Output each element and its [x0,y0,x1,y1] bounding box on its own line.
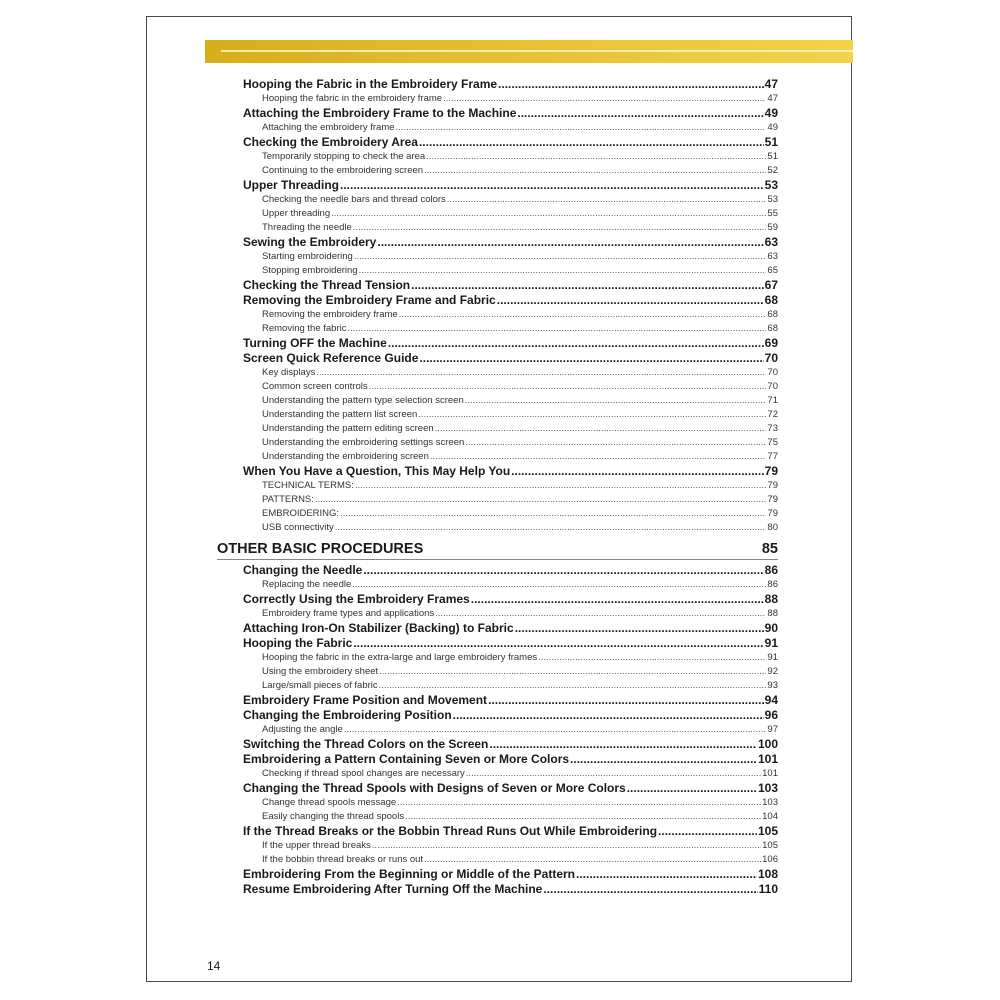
toc-subentry [243,436,778,450]
toc-entry-page: 77 [767,451,778,462]
toc-entry [243,106,778,121]
toc-entry-page: 94 [764,693,778,707]
toc-subentry [243,164,778,178]
toc-subentry [243,207,778,221]
dot-leader [517,106,763,121]
dot-leader [405,810,761,824]
toc-entry-title: Upper Threading [243,178,340,192]
dot-leader [627,781,757,796]
toc-subentry [243,853,778,867]
toc-entry-title: Continuing to the embroidering screen [262,165,424,176]
toc-subentry [243,507,778,521]
toc-entry-title: Embroidery Frame Position and Movement [243,693,488,707]
toc-subentry [243,121,778,135]
toc-subentry [243,723,778,737]
toc-subentry [243,665,778,679]
toc-entry-page: 47 [767,93,778,104]
dot-leader [435,607,766,621]
toc-entry-title: Hooping the fabric in the embroidery frame [262,93,443,104]
dot-leader [419,351,763,366]
dot-leader [353,221,767,235]
toc-subentry [243,679,778,693]
toc-entry-title: Sewing the Embroidery [243,235,377,249]
toc-entry-title: Understanding the embroidering settings screen [262,437,465,448]
toc-entry-title: If the bobbin thread breaks or runs out [262,854,424,865]
dot-leader [418,408,766,422]
toc-entry-title: EMBROIDERING: [262,508,340,519]
toc-entry-title: Adjusting the angle [262,724,343,735]
toc-entry-page: 86 [767,579,778,590]
toc-entry-title: Change thread spools message [262,797,397,808]
toc-entry-page: 68 [764,293,778,307]
toc-entry-title: Embroidery frame types and applications [262,608,435,619]
toc-subentry [243,810,778,824]
dot-leader [335,521,767,535]
toc-entry-page: 80 [767,522,778,533]
dot-leader [411,278,764,293]
toc-subentry [243,651,778,665]
toc-subentry [243,422,778,436]
dot-leader [435,422,767,436]
toc-entry-title: Attaching Iron-On Stabilizer (Backing) to Fabric [243,621,514,635]
dot-leader [543,882,757,897]
toc-entry-page: 47 [764,77,778,91]
toc-entry-title: Checking the Thread Tension [243,278,411,292]
toc-entry-page: 79 [764,464,778,478]
toc-subentry [243,92,778,106]
dot-leader [363,563,763,578]
toc-entry-page: 105 [762,840,778,851]
toc-entry-title: Screen Quick Reference Guide [243,351,419,365]
toc-entry-page: 79 [767,494,778,505]
dot-leader [447,193,767,207]
toc-entry-page: 79 [767,508,778,519]
toc-entry-title: Resume Embroidering After Turning Off the Machine [243,882,543,896]
toc-entry-page: 93 [767,680,778,691]
toc-entry-title: TECHNICAL TERMS: [262,480,354,491]
toc-entry-title: Removing the embroidery frame [262,309,398,320]
dot-leader [570,752,757,767]
toc-subentry [243,493,778,507]
toc-entry-title: Switching the Thread Colors on the Screen [243,737,489,751]
toc-subentry [243,250,778,264]
page-number: 14 [207,959,221,973]
toc-subentry [243,150,778,164]
toc-subentry [243,193,778,207]
toc-entry-page: 100 [757,737,778,751]
dot-leader [340,507,766,521]
toc-entry-page: 97 [767,724,778,735]
toc-subentry [243,839,778,853]
dot-leader [397,796,761,810]
toc-entry-title: Replacing the needle [262,579,352,590]
dot-leader [424,853,761,867]
dot-leader [331,207,766,221]
toc-entry-page: 72 [767,409,778,420]
dot-leader [352,578,766,592]
toc-entry-page: 49 [764,106,778,120]
toc-entry-page: 59 [767,222,778,233]
toc-entry-page: 101 [762,768,778,779]
toc-entry-page: 105 [757,824,778,838]
toc-entry-page: 92 [767,666,778,677]
header-bar-line [221,50,853,52]
toc-entry-title: Attaching the embroidery frame [262,122,395,133]
toc-entry-page: 63 [764,235,778,249]
toc-entry-page: 51 [764,135,778,149]
toc-entry-title: Removing the fabric [262,323,347,334]
toc-entry-title: Changing the Thread Spools with Designs of Seven or More Colors [243,781,626,795]
dot-leader [465,394,767,408]
toc-entry-title: Starting embroidering [262,251,353,262]
dot-leader [377,235,763,250]
dot-leader [347,322,766,336]
toc-subentry [243,767,778,781]
toc-entry-page: 75 [767,437,778,448]
dot-leader [471,592,764,607]
toc-entry [243,737,778,752]
dot-leader [465,436,766,450]
dot-leader [340,178,764,193]
toc-entry-title: Understanding the pattern list screen [262,409,418,420]
dot-leader [372,839,761,853]
toc-entry [243,636,778,651]
toc-entry-title: Changing the Embroidering Position [243,708,452,722]
dot-leader [489,737,757,752]
dot-leader [466,767,761,781]
toc-entry-page: 68 [767,309,778,320]
toc-entry-title: Checking the needle bars and thread colors [262,194,446,205]
dot-leader [498,77,764,92]
toc-entry-page: 71 [767,395,778,406]
toc-entry-page: 91 [767,652,778,663]
toc-entry-page: 68 [767,323,778,334]
toc-subentry [243,521,778,535]
dot-leader [515,621,764,636]
dot-leader [379,665,766,679]
dot-leader [344,723,767,737]
toc-entry-title: Removing the Embroidery Frame and Fabric [243,293,496,307]
toc-entry [243,135,778,150]
dot-leader [396,121,767,135]
toc-entry-page: 69 [764,336,778,350]
toc-entry [243,752,778,767]
toc-entry [243,77,778,92]
toc-entry-title: Understanding the pattern type selection screen [262,395,464,406]
toc-entry-title: Hooping the Fabric [243,636,353,650]
dot-leader [359,264,767,278]
dot-leader [354,250,767,264]
toc-subentry [243,578,778,592]
dot-leader [399,308,767,322]
toc-subentry [243,408,778,422]
toc-entry [243,882,778,897]
toc-entry-page: 70 [764,351,778,365]
dot-leader [369,380,767,394]
dot-leader [488,693,764,708]
toc-entry-title: Turning OFF the Machine [243,336,387,350]
toc-entry [243,693,778,708]
toc-entry-title: Checking the Embroidery Area [243,135,418,149]
document-page [146,16,852,982]
toc-group-1 [243,77,778,535]
toc-subentry [243,380,778,394]
toc-entry-page: 88 [764,592,778,606]
toc-entry-title: If the Thread Breaks or the Bobbin Thread Runs Out While Embroidering [243,824,658,838]
section-rule [217,559,778,560]
toc-entry-page: 51 [767,151,778,162]
toc-entry [243,464,778,479]
toc-entry-page: 103 [762,797,778,808]
dot-leader [355,479,767,493]
dot-leader [538,651,766,665]
toc-entry [243,278,778,293]
toc-subentry [243,607,778,621]
toc-entry-title: Hooping the fabric in the extra-large and large embroidery frames [262,652,538,663]
toc-entry-title: Embroidering From the Beginning or Middle of the Pattern [243,867,576,881]
toc-entry-page: 49 [767,122,778,133]
toc-entry-page: 53 [764,178,778,192]
toc-subentry [243,479,778,493]
toc-entry-title: When You Have a Question, This May Help You [243,464,511,478]
dot-leader [388,336,764,351]
toc-entry-page: 73 [767,423,778,434]
toc-entry-page: 86 [764,563,778,577]
toc-entry-title: Common screen controls [262,381,368,392]
toc-entry-page: 70 [767,381,778,392]
toc-entry-title: Threading the needle [262,222,352,233]
dot-leader [443,92,766,106]
dot-leader [453,708,764,723]
dot-leader [426,150,766,164]
toc-entry-title: Understanding the pattern editing screen [262,423,434,434]
toc-entry-title: Using the embroidery sheet [262,666,379,677]
toc-entry-page: 103 [757,781,778,795]
toc-entry-title: USB connectivity [262,522,334,533]
section-title: OTHER BASIC PROCEDURES [217,541,424,557]
toc-entry-page: 55 [767,208,778,219]
toc-entry-title: Easily changing the thread spools [262,811,405,822]
toc-entry-title: Upper threading [262,208,331,219]
toc-entry-page: 52 [767,165,778,176]
toc-entry [243,781,778,796]
toc-entry-title: If the upper thread breaks [262,840,371,851]
dot-leader [576,867,757,882]
dot-leader [497,293,764,308]
section-heading [217,539,778,559]
toc-entry-page: 90 [764,621,778,635]
toc-entry-title: Embroidering a Pattern Containing Seven or More Colors [243,752,570,766]
toc-group-2 [243,563,778,897]
toc-entry-title: Key displays [262,367,316,378]
toc-subentry [243,394,778,408]
toc-entry-page: 110 [758,882,778,896]
dot-leader [315,493,767,507]
header-bar [205,40,853,63]
toc-entry [243,563,778,578]
dot-leader [430,450,767,464]
toc-entry-title: Understanding the embroidering screen [262,451,429,462]
toc-entry-title: Checking if thread spool changes are necessary [262,768,465,779]
toc-entry-title: PATTERNS: [262,494,314,505]
dot-leader [379,679,767,693]
toc-entry-page: 101 [757,752,778,766]
toc-entry-title: Correctly Using the Embroidery Frames [243,592,470,606]
toc-subentry [243,322,778,336]
dot-leader [424,164,766,178]
section-page: 85 [761,541,778,557]
toc-entry-title: Changing the Needle [243,563,363,577]
toc-entry-page: 63 [767,251,778,262]
toc-entry-page: 108 [757,867,778,881]
dot-leader [353,636,763,651]
toc-entry-page: 96 [764,708,778,722]
toc-entry [243,235,778,250]
toc-subentry [243,450,778,464]
toc-subentry [243,308,778,322]
toc-entry-title: Large/small pieces of fabric [262,680,378,691]
toc-subentry [243,796,778,810]
table-of-contents [217,77,778,897]
dot-leader [658,824,757,839]
dot-leader [316,366,766,380]
toc-entry-page: 104 [762,811,778,822]
toc-entry-title: Hooping the Fabric in the Embroidery Frame [243,77,498,91]
toc-entry [243,592,778,607]
toc-entry-title: Attaching the Embroidery Frame to the Machine [243,106,517,120]
toc-entry [243,708,778,723]
toc-entry [243,351,778,366]
toc-entry [243,621,778,636]
toc-entry [243,336,778,351]
toc-entry-page: 79 [767,480,778,491]
toc-entry-page: 88 [767,608,778,619]
toc-entry-page: 106 [762,854,778,865]
toc-entry-page: 70 [767,367,778,378]
toc-entry [243,824,778,839]
toc-entry-title: Temporarily stopping to check the area [262,151,426,162]
toc-subentry [243,221,778,235]
toc-entry [243,867,778,882]
toc-entry-page: 53 [767,194,778,205]
toc-entry [243,178,778,193]
dot-leader [511,464,763,479]
toc-entry-page: 65 [767,265,778,276]
toc-subentry [243,366,778,380]
toc-entry [243,293,778,308]
toc-entry-page: 91 [764,636,778,650]
toc-entry-title: Stopping embroidering [262,265,358,276]
toc-entry-page: 67 [764,278,778,292]
toc-subentry [243,264,778,278]
dot-leader [419,135,764,150]
